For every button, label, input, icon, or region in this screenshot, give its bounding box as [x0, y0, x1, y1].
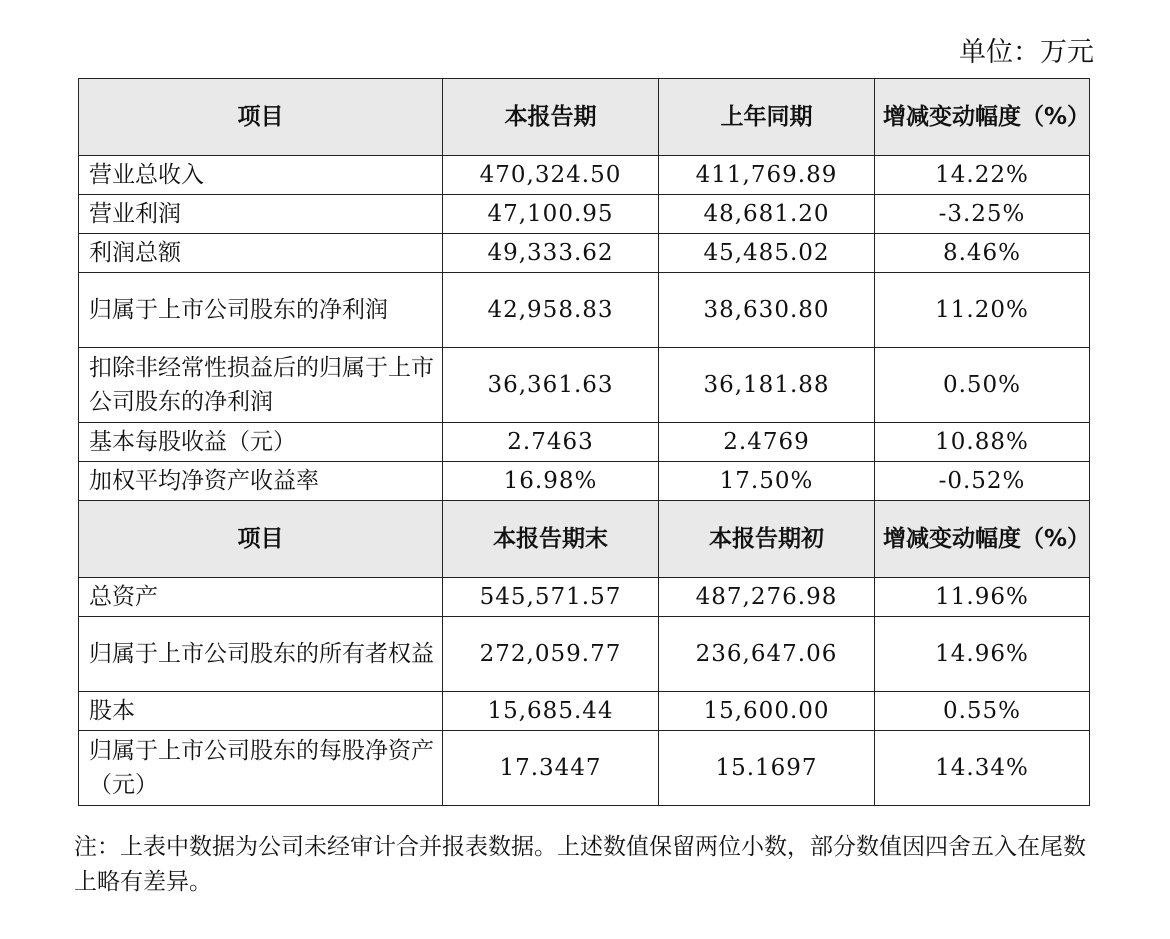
change-value: -3.25% — [875, 195, 1090, 234]
row-label: 总资产 — [79, 578, 443, 617]
change-value: 0.50% — [875, 348, 1090, 423]
table-row — [79, 578, 1090, 617]
row-label: 归属于上市公司股东的每股净资产（元） — [79, 731, 443, 806]
prior-value: 2.4769 — [659, 423, 875, 462]
prior-value: 15,600.00 — [659, 692, 875, 731]
change-value: 10.88% — [875, 423, 1090, 462]
prior-value: 17.50% — [659, 462, 875, 501]
prior-value: 236,647.06 — [659, 617, 875, 692]
current-value: 545,571.57 — [443, 578, 659, 617]
row-label: 营业总收入 — [79, 156, 443, 195]
row-label: 归属于上市公司股东的所有者权益 — [79, 617, 443, 692]
table-row — [79, 731, 1090, 806]
prior-value: 38,630.80 — [659, 273, 875, 348]
change-value: 11.96% — [875, 578, 1090, 617]
header-item: 项目 — [79, 501, 443, 578]
prior-value: 48,681.20 — [659, 195, 875, 234]
current-value: 17.3447 — [443, 731, 659, 806]
current-value: 470,324.50 — [443, 156, 659, 195]
change-value: 14.96% — [875, 617, 1090, 692]
current-value: 47,100.95 — [443, 195, 659, 234]
table-row — [79, 617, 1090, 692]
change-value: -0.52% — [875, 462, 1090, 501]
table-row — [79, 195, 1090, 234]
financial-summary-table — [78, 78, 1090, 806]
prior-value: 411,769.89 — [659, 156, 875, 195]
row-label: 营业利润 — [79, 195, 443, 234]
row-label: 归属于上市公司股东的净利润 — [79, 273, 443, 348]
table-row — [79, 273, 1090, 348]
prior-value: 487,276.98 — [659, 578, 875, 617]
header-item: 项目 — [79, 79, 443, 156]
row-label: 基本每股收益（元） — [79, 423, 443, 462]
change-value: 14.22% — [875, 156, 1090, 195]
unit-label: 单位：万元 — [959, 37, 1094, 68]
current-value: 42,958.83 — [443, 273, 659, 348]
header-current-period: 本报告期 — [443, 79, 659, 156]
header-period-start: 本报告期初 — [659, 501, 875, 578]
table-row — [79, 234, 1090, 273]
prior-value: 45,485.02 — [659, 234, 875, 273]
header-change: 增减变动幅度（%） — [875, 501, 1090, 578]
header-change: 增减变动幅度（%） — [875, 79, 1090, 156]
table-row — [79, 692, 1090, 731]
current-value: 16.98% — [443, 462, 659, 501]
table-header-row — [79, 79, 1090, 156]
change-value: 11.20% — [875, 273, 1090, 348]
change-value: 0.55% — [875, 692, 1090, 731]
row-label: 扣除非经常性损益后的归属于上市公司股东的净利润 — [79, 348, 443, 423]
change-value: 14.34% — [875, 731, 1090, 806]
current-value: 15,685.44 — [443, 692, 659, 731]
footnote: 注：上表中数据为公司未经审计合并报表数据。上述数值保留两位小数，部分数值因四舍五入在尾数上略有差异。 — [74, 834, 1086, 895]
table-row — [79, 348, 1090, 423]
table-header-row — [79, 501, 1090, 578]
current-value: 272,059.77 — [443, 617, 659, 692]
current-value: 2.7463 — [443, 423, 659, 462]
prior-value: 36,181.88 — [659, 348, 875, 423]
header-prior-period: 上年同期 — [659, 79, 875, 156]
header-period-end: 本报告期末 — [443, 501, 659, 578]
row-label: 利润总额 — [79, 234, 443, 273]
current-value: 36,361.63 — [443, 348, 659, 423]
table-row — [79, 462, 1090, 501]
row-label: 加权平均净资产收益率 — [79, 462, 443, 501]
prior-value: 15.1697 — [659, 731, 875, 806]
current-value: 49,333.62 — [443, 234, 659, 273]
table-row — [79, 423, 1090, 462]
change-value: 8.46% — [875, 234, 1090, 273]
table-row — [79, 156, 1090, 195]
row-label: 股本 — [79, 692, 443, 731]
